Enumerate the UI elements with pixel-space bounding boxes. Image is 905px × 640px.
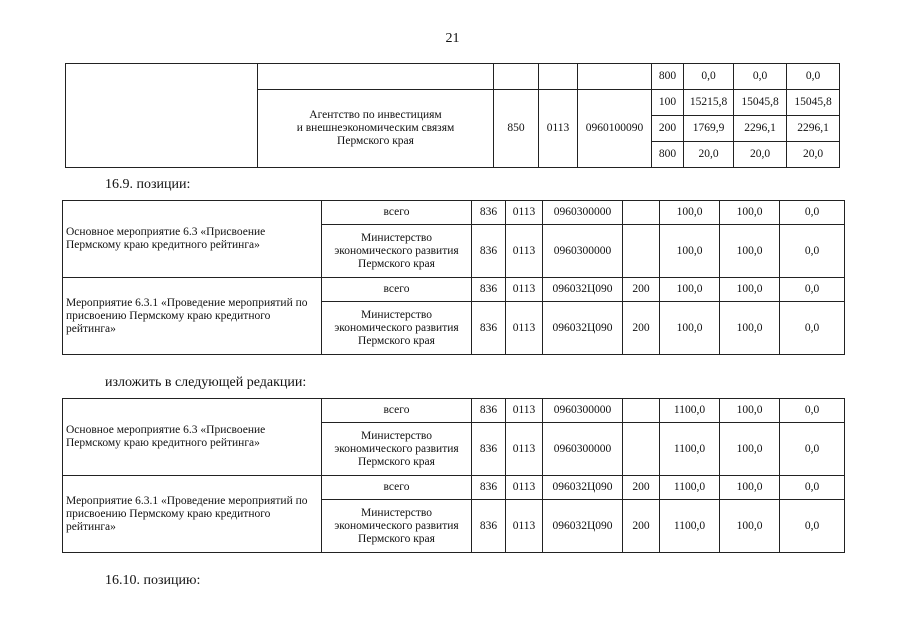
ministry-code: 836 [472,399,506,423]
old-positions-table [62,200,845,355]
value-cell: 100,0 [720,423,780,476]
table-row [63,399,845,423]
value-cell: 0,0 [780,399,845,423]
value-cell: 20,0 [734,142,787,168]
section-code: 0113 [506,423,543,476]
value-cell: 20,0 [787,142,840,168]
value-cell: 100,0 [660,225,720,278]
empty-cell [494,64,539,90]
value-cell: 100,0 [660,302,720,355]
type-code [623,399,660,423]
executor-cell: всего [322,399,472,423]
section-heading: 16.9. позиции: [105,177,191,192]
type-code: 200 [623,302,660,355]
value-cell: 100,0 [660,278,720,302]
measure-name: Мероприятие 6.3.1 «Проведение мероприятий по присвоению Пермскому краю кредитного рейтинга» [63,476,322,553]
type-code: 200 [623,500,660,553]
value-cell: 0,0 [780,302,845,355]
value-cell: 1769,9 [684,116,734,142]
value-cell: 0,0 [684,64,734,90]
section-code: 0113 [506,278,543,302]
table-row [66,64,840,90]
measure-name: Основное мероприятие 6.3 «Присвоение Пермскому краю кредитного рейтинга» [63,201,322,278]
value-cell: 15045,8 [787,90,840,116]
value-cell: 100,0 [660,201,720,225]
executor-cell: Министерство экономического развития Пермского края [322,225,472,278]
value-cell: 0,0 [780,201,845,225]
empty-cell [578,64,652,90]
value-cell: 100,0 [720,201,780,225]
target-code: 0960300000 [543,225,623,278]
target-code: 096032Ц090 [543,500,623,553]
section-code: 0113 [506,399,543,423]
target-code: 096032Ц090 [543,278,623,302]
ministry-code: 836 [472,201,506,225]
type-code: 200 [623,278,660,302]
table-row [63,201,845,225]
target-code: 096032Ц090 [543,302,623,355]
value-cell: 1100,0 [660,500,720,553]
agency-name-line: и внешнеэкономическим связям [296,122,455,134]
table-row [63,278,845,302]
empty-cell [258,64,494,90]
value-cell: 100,0 [720,399,780,423]
value-cell: 0,0 [780,423,845,476]
type-code: 100 [652,90,684,116]
value-cell: 100,0 [720,302,780,355]
ministry-code: 850 [494,90,539,168]
executor-cell: Министерство экономического развития Пермского края [322,302,472,355]
section-code: 0113 [506,476,543,500]
section-code: 0113 [506,302,543,355]
ministry-code: 836 [472,302,506,355]
value-cell: 0,0 [780,476,845,500]
target-code: 096032Ц090 [543,476,623,500]
value-cell: 100,0 [720,500,780,553]
value-cell: 2296,1 [734,116,787,142]
target-code: 0960300000 [543,423,623,476]
value-cell: 100,0 [720,476,780,500]
value-cell: 2296,1 [787,116,840,142]
measure-name: Основное мероприятие 6.3 «Присвоение Пермскому краю кредитного рейтинга» [63,399,322,476]
value-cell: 0,0 [780,225,845,278]
ministry-code: 836 [472,278,506,302]
target-code: 0960300000 [543,201,623,225]
top-table [65,63,840,168]
executor-cell: Министерство экономического развития Пермского края [322,500,472,553]
ministry-code: 836 [472,423,506,476]
executor-cell: Министерство экономического развития Пермского края [322,423,472,476]
ministry-code: 836 [472,225,506,278]
value-cell: 1100,0 [660,476,720,500]
ministry-code: 836 [472,500,506,553]
section-code: 0113 [539,90,578,168]
section-code: 0113 [506,225,543,278]
executor-cell: всего [322,201,472,225]
type-code: 800 [652,64,684,90]
ministry-code: 836 [472,476,506,500]
value-cell: 0,0 [787,64,840,90]
value-cell: 0,0 [780,278,845,302]
executor-cell: всего [322,476,472,500]
type-code: 200 [652,116,684,142]
value-cell: 0,0 [734,64,787,90]
empty-cell [539,64,578,90]
agency-name [258,90,494,168]
table-row [63,476,845,500]
type-code [623,423,660,476]
section-heading: изложить в следующей редакции: [105,375,307,390]
type-code: 800 [652,142,684,168]
value-cell: 100,0 [720,225,780,278]
target-code: 0960300000 [543,399,623,423]
section-heading: 16.10. позицию: [105,573,201,588]
value-cell: 15215,8 [684,90,734,116]
executor-cell: всего [322,278,472,302]
new-positions-table [62,398,845,553]
type-code [623,225,660,278]
value-cell: 15045,8 [734,90,787,116]
value-cell: 100,0 [720,278,780,302]
agency-name-line: Агентство по инвестициям [309,109,442,121]
section-code: 0113 [506,500,543,553]
value-cell: 20,0 [684,142,734,168]
section-code: 0113 [506,201,543,225]
empty-cell [66,64,258,168]
type-code [623,201,660,225]
measure-name: Мероприятие 6.3.1 «Проведение мероприятий по присвоению Пермскому краю кредитного рейтинга» [63,278,322,355]
agency-name-line: Пермского края [337,135,414,147]
page-number: 21 [445,31,460,46]
type-code: 200 [623,476,660,500]
value-cell: 0,0 [780,500,845,553]
target-code: 0960100090 [578,90,652,168]
value-cell: 1100,0 [660,423,720,476]
value-cell: 1100,0 [660,399,720,423]
